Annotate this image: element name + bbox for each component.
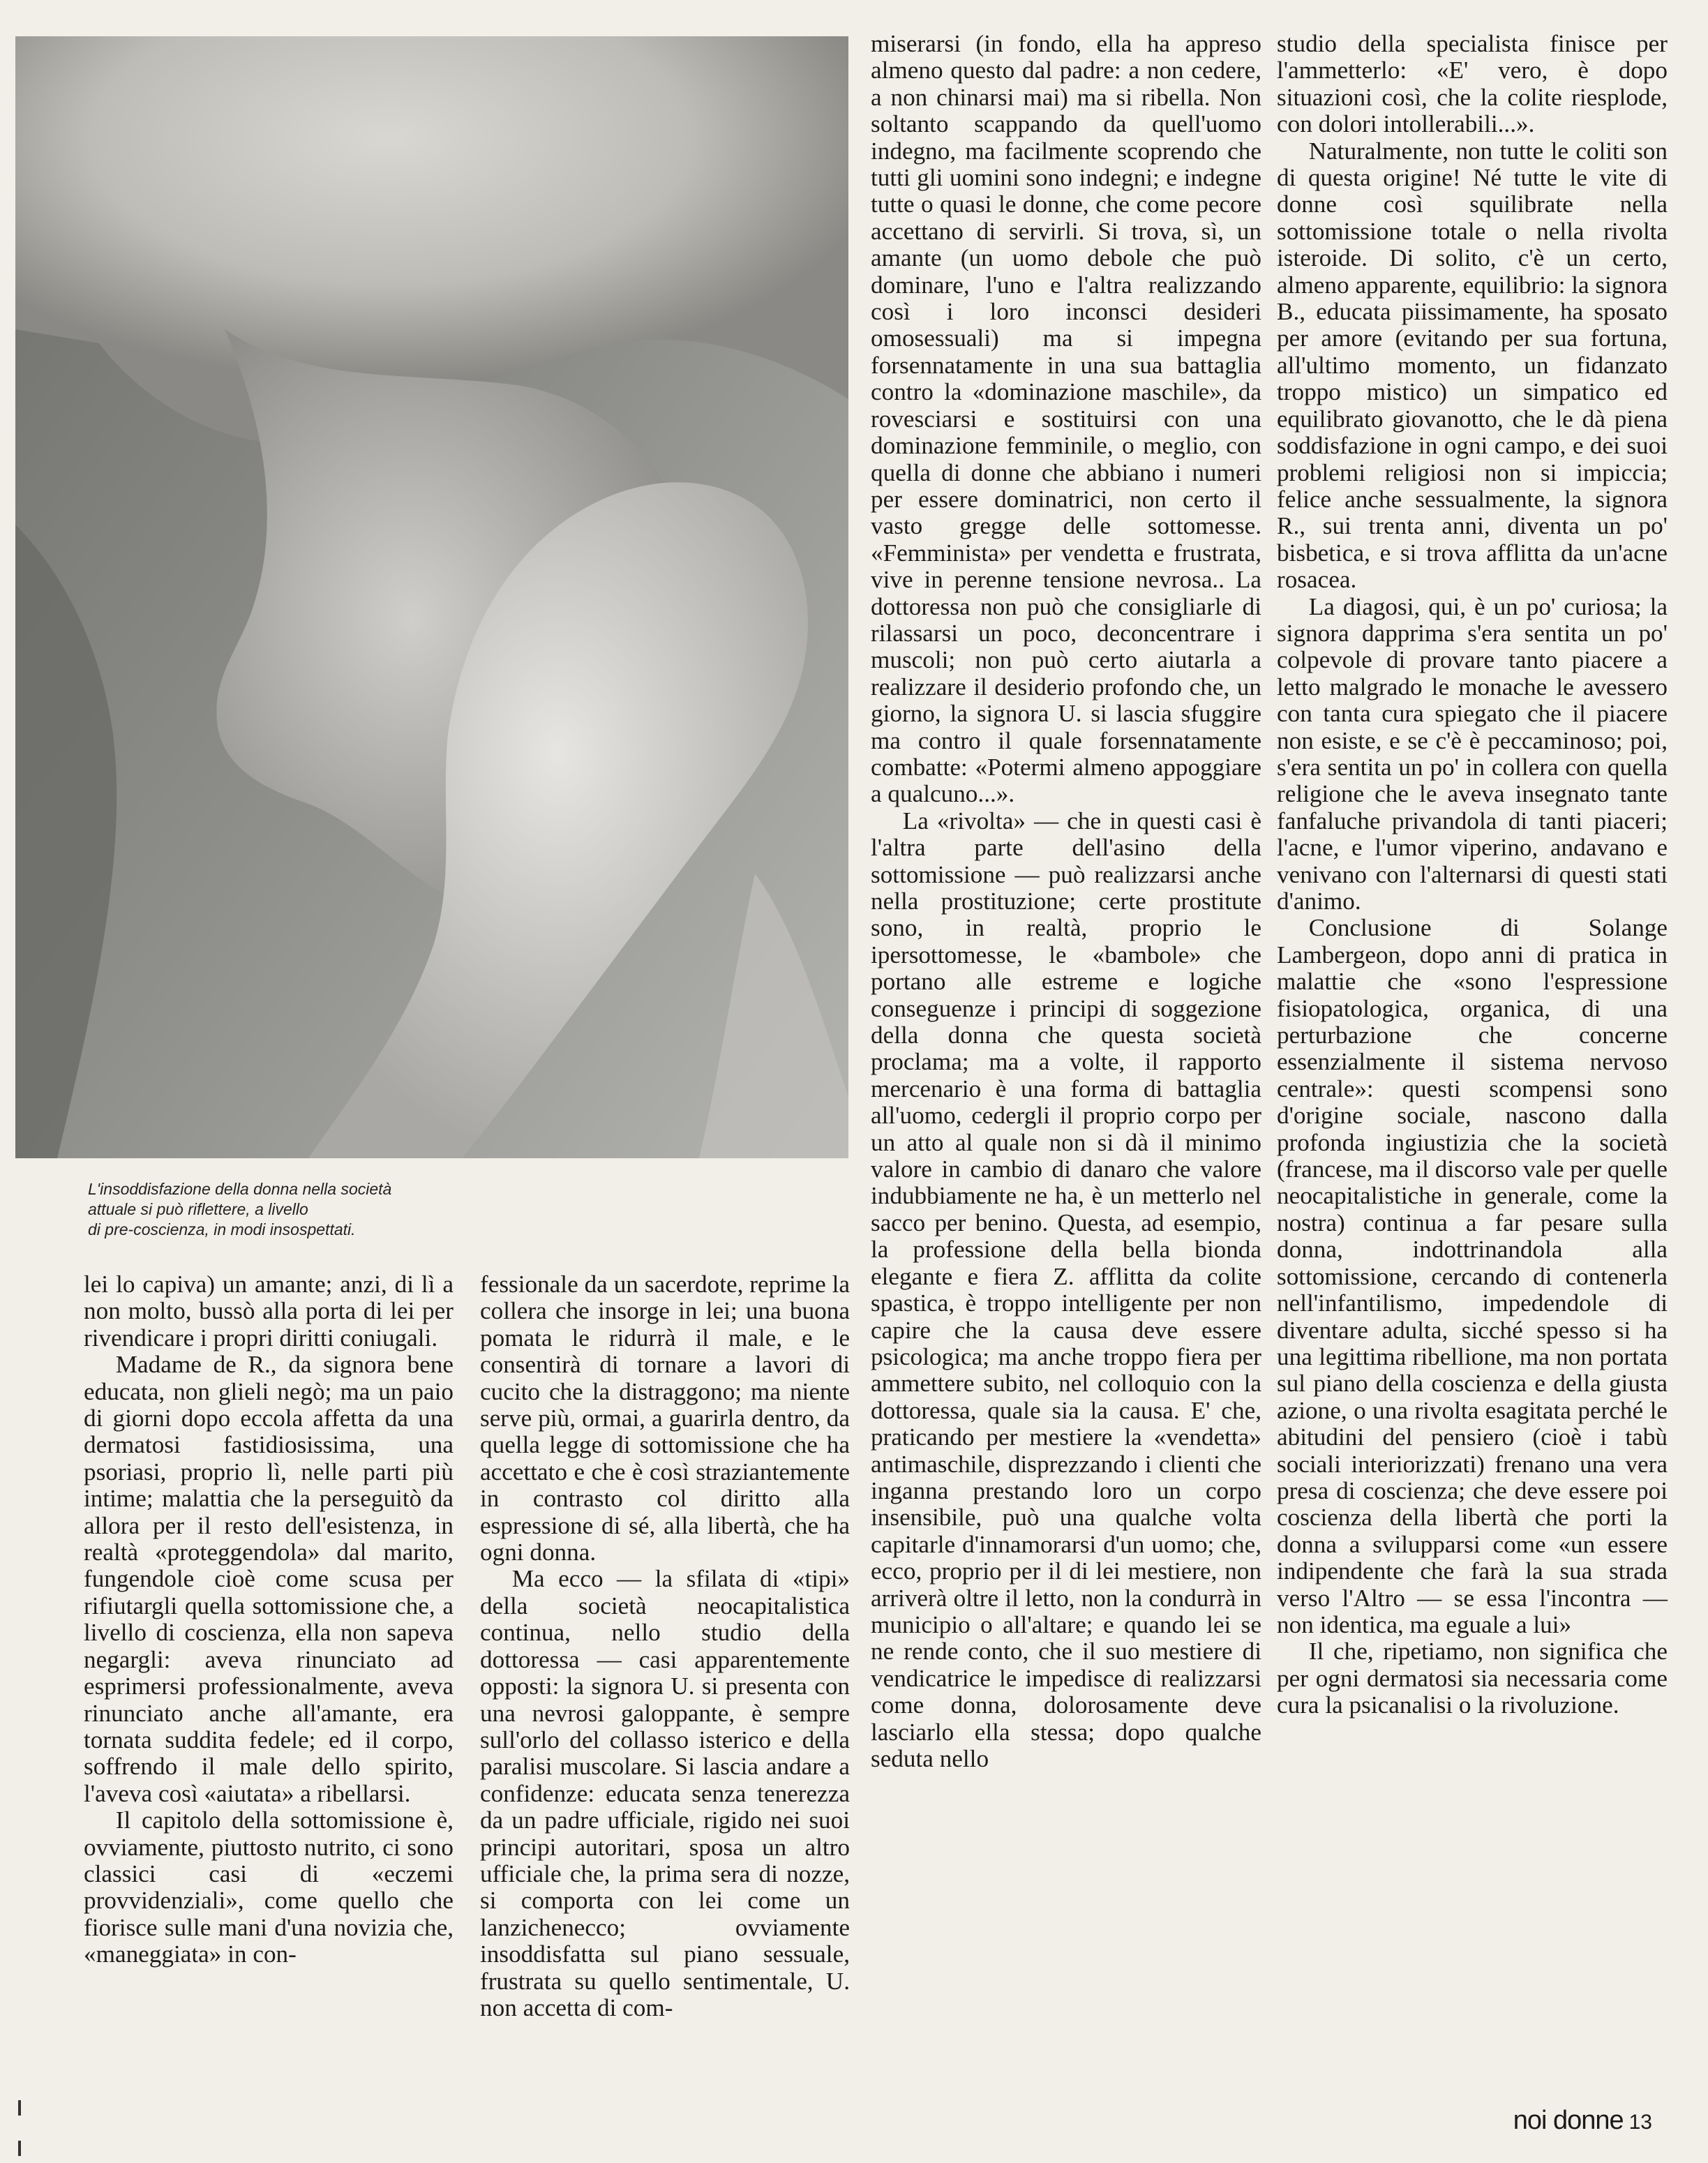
- paragraph: fessionale da un sacerdote, reprime la collera che insorge in lei; una buona pomata le ridurrà il male, e le consentirà di tornare a lavori di cucito che la distraggono; ma niente serve più, ormai, a guarirla dentro, da quella legge di sottomissione che ha accettato e che è così straziantemente in contrasto col diritto alla espressione di sé, alla libertà, che ha ogni donna.: [480, 1271, 850, 1566]
- photo-image: [15, 36, 848, 1158]
- woman-profile-photo: [15, 36, 848, 1158]
- magazine-name: noi donne: [1513, 2106, 1624, 2135]
- binding-mark: [18, 2141, 21, 2156]
- paragraph: La «rivolta» — che in questi casi è l'altra parte dell'asino della sottomissione — può realizzarsi anche nella prostituzione; certe prostitute sono, in realtà, proprio le ipersottomesse, le «bambole» che portano alle estreme e logiche conseguenze i principi di soggezione della donna che questa società proclama; ma a volte, il rapporto mercenario è una forma di battaglia all'uomo, cedergli il proprio corpo per un atto al quale non si dà il minimo valore in cambio di danaro che valore indubbiamente ne ha, è un metterlo nel sacco per benino. Questa, ad esempio, la professione della bella bionda elegante e fiera Z. afflitta da colite spastica, è troppo intelligente per non capire che la causa deve essere psicologica; ma anche troppo fiera per ammettere subito, nel colloquio con la dottoressa, quale sia la causa. E' che, praticando per mestiere la «vendetta» antimaschile, disprezzando i clienti che inganna prestando loro un corpo insensibile, può una qualche volta capitarle d'innamorarsi d'un uomo; che, ecco, proprio per il di lei mestiere, non arriverà oltre il letto, non la condurrà in municipio o all'altare; e quando lei se ne rende conto, che il suo mestiere di vendicatrice le impedisce di realizzarsi come donna, dolorosamente deve lasciarlo ella stessa; dopo qualche seduta nello: [871, 807, 1261, 1772]
- caption-line: di pre-coscienza, in modi insospettati.: [88, 1220, 356, 1238]
- caption-line: L'insoddisfazione della donna nella società: [88, 1180, 392, 1198]
- article-column-2: [480, 1271, 850, 2021]
- paragraph: Il capitolo della sottomissione è, ovviamente, piuttosto nutrito, ci sono classici casi di «eczemi provvidenziali», come quello che fiorisce sulle mani d'una novizia che, «maneggiata» in con-: [84, 1806, 454, 1968]
- article-column-1: [84, 1271, 454, 1968]
- paragraph: studio della specialista finisce per l'ammetterlo: «E' vero, è dopo situazioni così, che la colite riesplode, con dolori intollerabili...».: [1277, 30, 1668, 138]
- paragraph: La diagosi, qui, è un po' curiosa; la signora dapprima s'era sentita un po' colpevole di provare tanto piacere a letto malgrado le monache le avessero con tanta cura spiegato che il piacere non esiste, e se c'è è peccaminoso; poi, s'era sentita un po' in collera con quella religione che le aveva insegnato tante fanfaluche privandola di tanti piaceri; l'acne, e l'umor viperino, andavano e venivano con l'alternarsi di questi stati d'animo.: [1277, 592, 1668, 915]
- binding-mark: [18, 2100, 21, 2116]
- page-footer: [1513, 2106, 1652, 2136]
- paragraph: miserarsi (in fondo, ella ha appreso almeno questo dal padre: a non cedere, a non chinarsi mai) ma si ribella. Non soltanto scappando da quell'uomo indegno, ma facilmente scoprendo che tutti gli uomini sono indegni; e indegne tutte o quasi le donne, che come pecore accettano di servirli. Si trova, sì, un amante (un uomo debole che può dominare, l'uno e l'altra realizzando così i loro inconsci desideri omosessuali) ma si impegna forsennatamente in una sua battaglia contro la «dominazione maschile», da rovesciarsi e sostituirsi con una dominazione femminile, o meglio, con quella di donne che abbiano i numeri per essere dominatrici, non certo il vasto gregge delle sottomesse. «Femminista» per vendetta e frustrata, vive in perenne tensione nevrosa.. La dottoressa non può che consigliarle di rilassarsi un poco, deconcentrare i muscoli; non può certo aiutarla a realizzare il desiderio profondo che, un giorno, la signora U. si lascia sfuggire ma contro il quale forsennatamente combatte: «Potermi almeno appoggiare a qualcuno...».: [871, 30, 1261, 808]
- paragraph: Conclusione di Solange Lambergeon, dopo anni di pratica in malattie che «sono l'espressione fisiopatologica, organica, di una perturbazione che concerne essenzialmente il sistema nervoso centrale»: questi scompensi sono d'origine sociale, nascono dalla profonda ingiustizia che la società (francese, ma il discorso vale per quelle neocapitalistiche in generale, come la nostra) continua a far pesare sulla donna, indottrinandola alla sottomissione, cercando di contenerla nell'infantilismo, impedendole di diventare adulta, sicché spesso si ha una legittima ribellione, ma non portata sul piano della coscienza e della giusta azione, o una rivolta esagitata perché le abitudini del pensiero (cioè i tabù sociali interiorizzati) frenano una vera presa di coscienza; che deve essere poi coscienza della libertà che porti la donna a svilupparsi come «un essere indipendente che farà la sua strada verso l'Altro — se essa l'incontra — non identica, ma eguale a lui»: [1277, 914, 1668, 1638]
- caption-line: attuale si può riflettere, a livello: [88, 1200, 308, 1218]
- paragraph: Il che, ripetiamo, non significa che per ogni dermatosi sia necessaria come cura la psicanalisi o la rivoluzione.: [1277, 1638, 1668, 1719]
- paragraph: Madame de R., da signora bene educata, non glieli negò; ma un paio di giorni dopo eccola affetta da una dermatosi fastidiosissima, una psoriasi, proprio lì, nelle parti più intime; malattia che la perseguitò da allora per il resto dell'esistenza, in realtà «proteggendola» dal marito, fungendole cioè come scusa per rifiutargli quella sottomissione che, a livello di coscienza, ella non sapeva negargli: aveva rinunciato ad esprimersi professionalmente, aveva rinunciato anche all'amante, era tornata suddita fedele; ed il corpo, soffrendo il male dello spirito, l'aveva così «aiutata» a ribellarsi.: [84, 1351, 454, 1807]
- paragraph: Ma ecco — la sfilata di «tipi» della società neocapitalistica continua, nello studio della dottoressa — casi apparentemente opposti: la signora U. si presenta con una nevrosi galoppante, è sempre sull'orlo del collasso isterico e della paralisi muscolare. Si lascia andare a confidenze: educata senza tenerezza da un padre ufficiale, rigido nei suoi principi autoritari, sposa un altro ufficiale che, la prima sera di nozze, si comporta con lei come un lanzichenecco; ovviamente insoddisfatta sul piano sessuale, frustrata su quello sentimentale, U. non accetta di com-: [480, 1565, 850, 2021]
- paragraph: lei lo capiva) un amante; anzi, di lì a non molto, bussò alla porta di lei per rivendicare i propri diritti coniugali.: [84, 1271, 454, 1352]
- paragraph: Naturalmente, non tutte le coliti son di questa origine! Né tutte le vite di donne così squilibrate nella sottomissione totale o nella rivolta isteroide. Di solito, c'è un certo, almeno apparente, equilibrio: la signora B., educata piissimamente, ha sposato per amore (evitando per sua fortuna, all'ultimo momento, un fidanzato troppo mistico) un simpatico ed equilibrato giovanotto, che le dà piena soddisfazione in ogni campo, e dei suoi problemi religiosi non si impiccia; felice anche sessualmente, la signora R., sui trenta anni, diventa un po' bisbetica, e si trova afflitta da un'acne rosacea.: [1277, 137, 1668, 594]
- article-column-4: [1277, 31, 1668, 1719]
- article-column-3: [871, 31, 1261, 1772]
- photo-caption: [88, 1179, 479, 1240]
- page-number: 13: [1628, 2111, 1652, 2134]
